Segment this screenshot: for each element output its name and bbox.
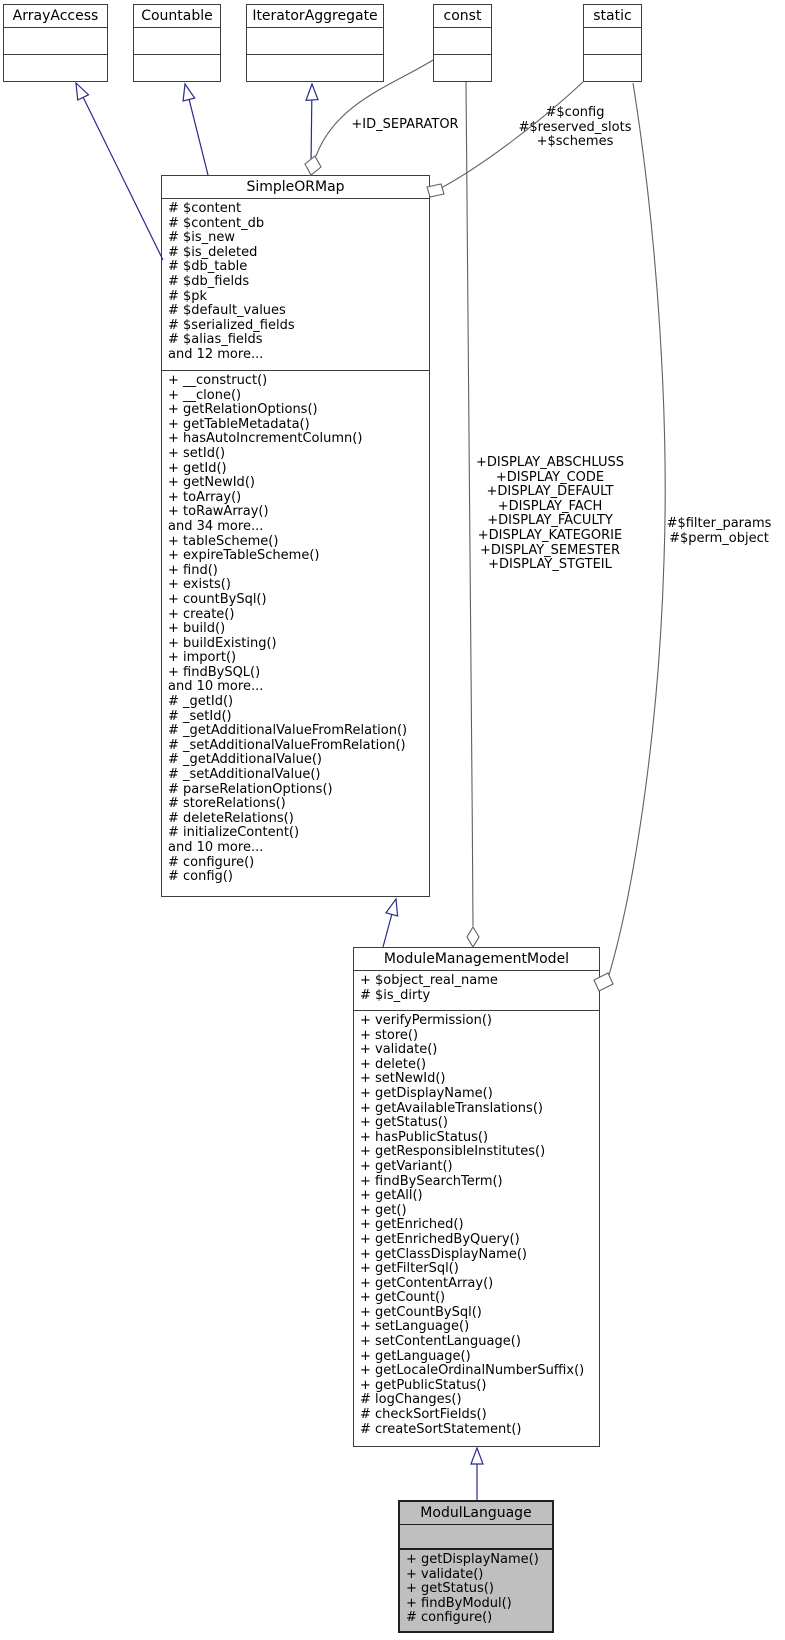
- member-row: and 34 more...: [168, 518, 264, 534]
- inheritance-arrowhead-simpleormap: [386, 899, 398, 916]
- class-methods: [134, 55, 220, 81]
- class-title: ModulLanguage: [400, 1502, 552, 1525]
- member-row: + toArray(): [168, 489, 242, 505]
- member-row: # parseRelationOptions(): [168, 781, 333, 797]
- edge-modulemanagementmodel-to-simpleormap: [383, 914, 392, 947]
- edge-simpleormap-to-iteratoraggregate: [311, 100, 312, 166]
- member-row: + tableScheme(): [168, 533, 279, 549]
- class-title: Countable: [134, 5, 220, 28]
- member-row: # checkSortFields(): [360, 1407, 487, 1423]
- member-row: + getLocaleOrdinalNumberSuffix(): [360, 1363, 585, 1379]
- class-methods: [354, 1011, 599, 1446]
- member-row: + getContentArray(): [360, 1275, 494, 1291]
- edge-label-line: +DISPLAY_STGTEIL: [488, 557, 612, 573]
- class-attributes: [354, 971, 599, 1011]
- member-row: # logChanges(): [360, 1392, 462, 1408]
- member-row: + getAll(): [360, 1188, 423, 1204]
- member-row: + validate(): [406, 1566, 484, 1582]
- edge-simpleormap-to-arrayaccess: [83, 97, 163, 260]
- member-row: and 10 more...: [168, 679, 264, 695]
- member-row: + delete(): [360, 1056, 427, 1072]
- member-row: + getEnrichedByQuery(): [360, 1231, 520, 1247]
- member-row: + getCountBySql(): [360, 1304, 482, 1320]
- member-row: + getFilterSql(): [360, 1261, 459, 1277]
- member-row: + getResponsibleInstitutes(): [360, 1144, 546, 1160]
- member-row: + countBySql(): [168, 591, 267, 607]
- member-row: # _getAdditionalValue(): [168, 752, 322, 768]
- member-row: + getVariant(): [360, 1158, 453, 1174]
- member-row: + expireTableScheme(): [168, 548, 320, 564]
- edge-label-const-display-constants: [450, 456, 650, 573]
- class-title: SimpleORMap: [162, 176, 429, 199]
- class-node-iteratoraggregate[interactable]: [246, 4, 384, 82]
- edge-label-line: #$perm_object: [669, 530, 769, 546]
- member-row: and 10 more...: [168, 840, 264, 855]
- edge-label-line: +DISPLAY_FACULTY: [487, 513, 613, 529]
- member-row: # config(): [168, 869, 233, 885]
- aggregation-diamond-const-simpleormap: [305, 156, 321, 175]
- member-row: # $default_values: [168, 303, 286, 319]
- member-row: # $serialized_fields: [168, 317, 295, 333]
- member-row: # configure(): [406, 1610, 493, 1626]
- class-attributes: [134, 28, 220, 55]
- member-row: # $is_deleted: [168, 244, 258, 260]
- class-methods: [434, 55, 491, 81]
- member-row: # $content: [168, 201, 242, 216]
- member-row: + getCount(): [360, 1290, 446, 1306]
- class-attributes: [4, 28, 107, 55]
- member-row: + setNewId(): [360, 1071, 446, 1087]
- edge-label-line: +DISPLAY_SEMESTER: [479, 542, 621, 558]
- class-methods: [162, 371, 429, 896]
- member-row: + setContentLanguage(): [360, 1334, 521, 1350]
- class-methods: [584, 55, 641, 81]
- class-methods: [400, 1550, 552, 1631]
- member-row: + buildExisting(): [168, 635, 277, 651]
- edge-label-static-config: [505, 106, 645, 150]
- member-row: # $pk: [168, 288, 208, 304]
- edge-label-line: +DISPLAY_DEFAULT: [486, 484, 614, 500]
- member-row: + getNewId(): [168, 475, 255, 491]
- member-row: # _getId(): [168, 694, 234, 710]
- edge-label-line: +DISPLAY_KATEGORIE: [477, 527, 623, 543]
- member-row: # createSortStatement(): [360, 1421, 522, 1437]
- member-row: + findBySQL(): [168, 664, 261, 680]
- class-node-modullanguage[interactable]: [398, 1500, 554, 1633]
- inheritance-arrowhead-countable: [183, 84, 195, 101]
- member-row: # $content_db: [168, 215, 265, 231]
- class-attributes: [247, 28, 383, 55]
- member-row: # _getAdditionalValueFromRelation(): [168, 723, 408, 739]
- class-title: static: [584, 5, 641, 28]
- member-row: + get(): [360, 1202, 407, 1218]
- member-row: + __clone(): [168, 387, 242, 403]
- class-node-simpleormap[interactable]: [161, 175, 430, 897]
- member-row: + getPublicStatus(): [360, 1377, 487, 1393]
- class-node-modulemanagementmodel[interactable]: [353, 947, 600, 1447]
- class-methods: [247, 55, 383, 81]
- member-row: + getId(): [168, 460, 227, 476]
- member-row: # $alias_fields: [168, 332, 263, 348]
- class-title: IteratorAggregate: [247, 5, 383, 28]
- class-attributes: [400, 1525, 552, 1550]
- aggregation-diamond-const-modulemanagementmodel: [467, 927, 479, 947]
- edge-label-line: #$reserved_slots: [518, 119, 632, 135]
- member-row: # _setAdditionalValue(): [168, 767, 321, 783]
- member-row: # configure(): [168, 854, 255, 870]
- class-node-arrayaccess[interactable]: [3, 4, 108, 82]
- member-row: + findBySearchTerm(): [360, 1173, 503, 1189]
- class-title: const: [434, 5, 491, 28]
- class-title: ModuleManagementModel: [354, 948, 599, 971]
- member-row: and 12 more...: [168, 346, 264, 362]
- edge-label-line: #$filter_params: [666, 516, 772, 531]
- edge-label-static-filter-perm: [653, 517, 785, 546]
- member-row: + findByModul(): [406, 1595, 512, 1611]
- edge-label-line: +$schemes: [536, 134, 614, 150]
- member-row: + hasAutoIncrementColumn(): [168, 431, 363, 447]
- member-row: + getRelationOptions(): [168, 402, 318, 418]
- class-methods: [4, 55, 107, 81]
- member-row: + setLanguage(): [360, 1319, 470, 1335]
- member-row: + getEnriched(): [360, 1217, 464, 1233]
- member-row: + getStatus(): [406, 1581, 494, 1597]
- member-row: # $is_new: [168, 230, 236, 246]
- member-row: + verifyPermission(): [360, 1013, 492, 1028]
- member-row: + __construct(): [168, 373, 268, 388]
- member-row: # initializeContent(): [168, 825, 300, 841]
- class-node-const[interactable]: [433, 4, 492, 82]
- member-row: + getStatus(): [360, 1115, 448, 1131]
- edge-label-line: +DISPLAY_ABSCHLUSS: [476, 455, 624, 470]
- member-row: + getDisplayName(): [406, 1552, 539, 1567]
- edge-label-id-separator: +ID_SEPARATOR: [351, 117, 459, 132]
- member-row: + hasPublicStatus(): [360, 1129, 489, 1145]
- edge-label-line: +DISPLAY_FACH: [497, 498, 603, 514]
- member-row: + exists(): [168, 577, 231, 593]
- class-attributes: [584, 28, 641, 55]
- member-row: + import(): [168, 650, 237, 666]
- edge-simpleormap-to-countable: [189, 99, 208, 175]
- class-node-static[interactable]: [583, 4, 642, 82]
- member-row: # $db_table: [168, 259, 248, 275]
- edge-label-line: #$config: [545, 105, 605, 120]
- member-row: # storeRelations(): [168, 796, 286, 812]
- member-row: + build(): [168, 621, 226, 637]
- member-row: + getClassDisplayName(): [360, 1246, 527, 1262]
- member-row: + validate(): [360, 1042, 438, 1058]
- member-row: + store(): [360, 1027, 419, 1043]
- member-row: # deleteRelations(): [168, 810, 294, 826]
- class-title: ArrayAccess: [4, 5, 107, 28]
- edge-label-line: +DISPLAY_CODE: [495, 469, 605, 485]
- member-row: + toRawArray(): [168, 504, 269, 520]
- member-row: + getAvailableTranslations(): [360, 1100, 543, 1116]
- member-row: + create(): [168, 606, 235, 622]
- member-row: + find(): [168, 562, 218, 578]
- member-row: # $db_fields: [168, 273, 250, 289]
- inheritance-arrowhead-modulemanagementmodel: [471, 1448, 483, 1464]
- member-row: + getLanguage(): [360, 1348, 471, 1364]
- member-row: # _setAdditionalValueFromRelation(): [168, 737, 406, 753]
- inheritance-arrowhead-iteratoraggregate: [306, 84, 318, 100]
- member-row: + $object_real_name: [360, 973, 498, 988]
- inheritance-arrowhead-arrayaccess: [76, 83, 89, 100]
- class-attributes: [434, 28, 491, 55]
- member-row: # $is_dirty: [360, 987, 431, 1003]
- class-attributes: [162, 199, 429, 371]
- member-row: + setId(): [168, 445, 226, 461]
- member-row: # _setId(): [168, 708, 232, 724]
- class-node-countable[interactable]: [133, 4, 221, 82]
- member-row: + getTableMetadata(): [168, 416, 310, 432]
- member-row: + getDisplayName(): [360, 1085, 493, 1101]
